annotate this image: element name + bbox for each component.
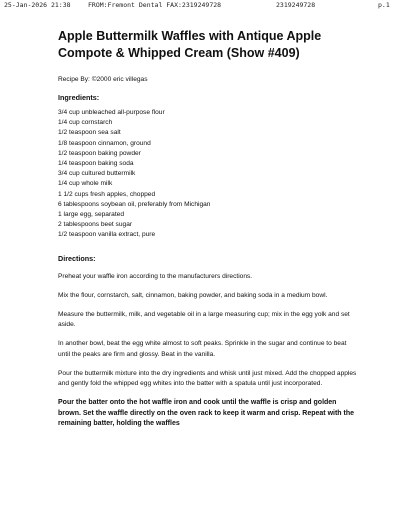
ingredient-item: 3/4 cup cultured buttermilk	[58, 170, 136, 178]
ingredient-item: 1/4 teaspoon baking soda	[58, 160, 134, 168]
direction-step: Pour the buttermilk mixture into the dry ingredients and whisk until just mixed. Add the chopped apples and gently fold the whipped egg whites into the batter with a spatula until just incorporated.	[58, 369, 357, 388]
ingredient-item: 6 tablespoons soybean oil, preferably from Michigan	[58, 200, 211, 208]
ingredient-item: 3/4 cup unbleached all-purpose flour	[58, 109, 165, 116]
ingredient-item: 1/2 teaspoon vanilla extract, pure	[58, 231, 156, 239]
ingredients-list	[58, 108, 358, 241]
ingredient-item: 1/2 teaspoon sea salt	[58, 129, 121, 137]
recipe-title: Apple Buttermilk Waffles with Antique Apple Compote & Whipped Cream (Show #409)	[58, 29, 322, 60]
recipe-author: Recipe By: ©2000 eric villegas	[58, 76, 148, 83]
ingredient-item: 1/4 cup cornstarch	[58, 119, 113, 127]
fax-page-number: p.1	[378, 1, 390, 9]
ingredient-item: 1/2 teaspoon baking powder	[58, 149, 141, 157]
ingredient-item: 2 tablespoons beet sugar	[58, 221, 133, 229]
ingredient-item: 1/8 teaspoon cinnamon, ground	[58, 139, 151, 147]
direction-step: In another bowl, beat the egg white almost to soft peaks. Sprinkle in the sugar and continue to beat until the peaks are firm and glossy. Beat in the vanilla.	[58, 340, 347, 358]
fax-from: FROM:Fremont Dental FAX:2319249728	[88, 1, 222, 9]
direction-step-final: Pour the batter onto the hot waffle iron and cook until the waffle is crisp and golden brown. Set the waffle directly on the oven rack to keep it warm and crisp. Repeat with the remaining batter, holding the waffles	[58, 399, 355, 428]
fax-number: 2319249728	[276, 1, 316, 9]
ingredients-heading: Ingredients:	[58, 93, 100, 102]
recipe-document	[58, 28, 358, 438]
direction-step: Mix the flour, cornstarch, salt, cinnamon, baking powder, and baking soda in a medium bowl.	[58, 291, 328, 299]
directions-heading: Directions:	[58, 253, 96, 263]
fax-date-time: 25-Jan-2026 21:38	[4, 1, 71, 9]
ingredient-item: 1 large egg, separated	[58, 211, 124, 219]
ingredient-item: 1 1/2 cups fresh apples, chopped	[58, 190, 156, 198]
ingredient-item: 1/4 cup whole milk	[58, 180, 113, 188]
direction-step: Preheat your waffle iron according to the manufacturers directions.	[58, 272, 253, 280]
direction-step: Measure the buttermilk, milk, and vegetable oil in a large measuring cup; mix in the egg yolk and set aside.	[58, 310, 350, 329]
fax-header	[0, 0, 400, 12]
